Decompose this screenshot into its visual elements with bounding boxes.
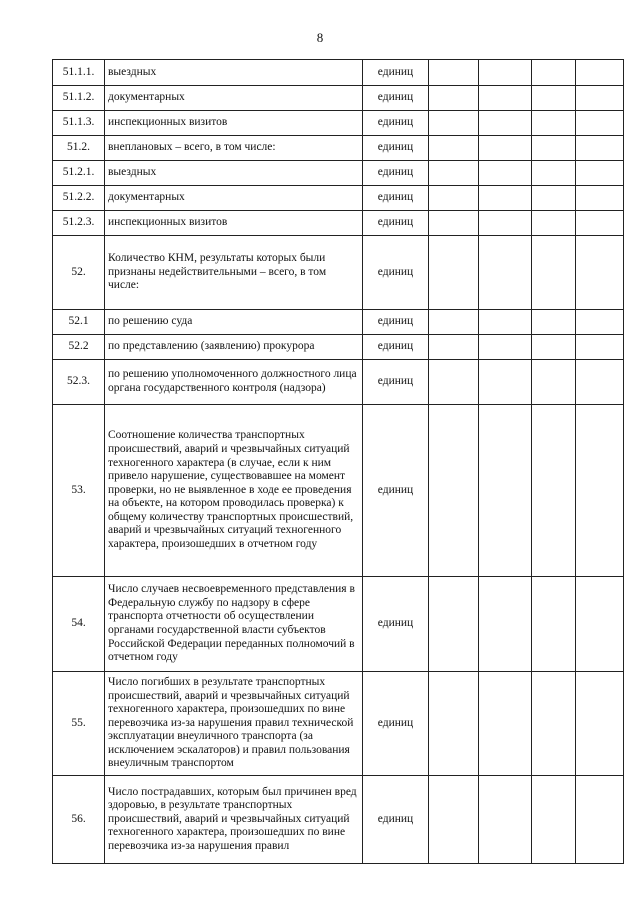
indicator-name: по решению уполномоченного должностного лица органа государственного контроля (надзора) xyxy=(105,360,363,405)
indicator-name: документарных xyxy=(105,186,363,211)
value-cell xyxy=(429,776,479,864)
unit-of-measure: единиц xyxy=(363,60,429,86)
table-row xyxy=(53,360,624,405)
value-cell xyxy=(576,111,624,136)
value-cell xyxy=(479,360,532,405)
value-cell xyxy=(532,776,576,864)
value-cell xyxy=(479,161,532,186)
value-cell xyxy=(479,186,532,211)
value-cell xyxy=(532,86,576,111)
value-cell xyxy=(532,136,576,161)
row-number: 52.2 xyxy=(53,335,105,360)
value-cell xyxy=(479,310,532,335)
value-cell xyxy=(479,335,532,360)
row-number: 51.2.3. xyxy=(53,211,105,236)
table-row xyxy=(53,211,624,236)
unit-of-measure: единиц xyxy=(363,136,429,161)
value-cell xyxy=(576,136,624,161)
indicator-name: Количество КНМ, результаты которых были признаны недействительными – всего, в том числе: xyxy=(105,236,363,310)
row-number: 51.1.2. xyxy=(53,86,105,111)
indicator-name: инспекционных визитов xyxy=(105,111,363,136)
unit-of-measure: единиц xyxy=(363,310,429,335)
indicator-name: Число пострадавших, которым был причинен вред здоровью, в результате транспортных происшествий, аварий и чрезвычайных ситуаций техногенного характера, произошедших по вине перевозчика из-за нарушения правил xyxy=(105,776,363,864)
indicator-name: инспекционных визитов xyxy=(105,211,363,236)
value-cell xyxy=(479,776,532,864)
unit-of-measure: единиц xyxy=(363,236,429,310)
indicator-name: выездных xyxy=(105,60,363,86)
value-cell xyxy=(429,405,479,577)
indicator-name: по представлению (заявлению) прокурора xyxy=(105,335,363,360)
value-cell xyxy=(576,672,624,776)
table-row xyxy=(53,776,624,864)
row-number: 51.2.1. xyxy=(53,161,105,186)
value-cell xyxy=(576,577,624,672)
value-cell xyxy=(532,672,576,776)
value-cell xyxy=(532,236,576,310)
page-number: 8 xyxy=(316,30,324,45)
row-number: 56. xyxy=(53,776,105,864)
value-cell xyxy=(532,211,576,236)
value-cell xyxy=(479,405,532,577)
table-row xyxy=(53,136,624,161)
report-table-body xyxy=(53,60,624,864)
value-cell xyxy=(429,60,479,86)
unit-of-measure: единиц xyxy=(363,360,429,405)
unit-of-measure: единиц xyxy=(363,86,429,111)
row-number: 51.1.1. xyxy=(53,60,105,86)
value-cell xyxy=(479,236,532,310)
table-row xyxy=(53,186,624,211)
value-cell xyxy=(429,577,479,672)
row-number: 52. xyxy=(53,236,105,310)
value-cell xyxy=(532,577,576,672)
indicator-name: Число случаев несвоевременного представления в Федеральную службу по надзору в сфере транспорта отчетности об осуществлении органами государственной власти субъектов Российской Федерации переданных полномочий в отчетном году xyxy=(105,577,363,672)
value-cell xyxy=(576,335,624,360)
value-cell xyxy=(532,310,576,335)
value-cell xyxy=(532,60,576,86)
value-cell xyxy=(576,360,624,405)
value-cell xyxy=(429,136,479,161)
value-cell xyxy=(479,136,532,161)
value-cell xyxy=(429,161,479,186)
value-cell xyxy=(429,211,479,236)
value-cell xyxy=(532,335,576,360)
value-cell xyxy=(576,236,624,310)
table-row xyxy=(53,405,624,577)
value-cell xyxy=(576,60,624,86)
row-number: 51.1.3. xyxy=(53,111,105,136)
table-row xyxy=(53,161,624,186)
indicator-name: внеплановых – всего, в том числе: xyxy=(105,136,363,161)
value-cell xyxy=(576,405,624,577)
unit-of-measure: единиц xyxy=(363,111,429,136)
indicator-name: Число погибших в результате транспортных происшествий, аварий и чрезвычайных ситуаций техногенного характера, произошедших по вине перевозчика из-за нарушения правил технической эксплуатации внеуличного транспорта (за исключением эскалаторов) и правил пользования внеуличным транспортом xyxy=(105,672,363,776)
value-cell xyxy=(429,236,479,310)
value-cell xyxy=(532,405,576,577)
table-row xyxy=(53,335,624,360)
table-row xyxy=(53,310,624,335)
row-number: 52.3. xyxy=(53,360,105,405)
row-number: 51.2. xyxy=(53,136,105,161)
table-row xyxy=(53,111,624,136)
table-row xyxy=(53,86,624,111)
value-cell xyxy=(576,186,624,211)
table-row xyxy=(53,60,624,86)
value-cell xyxy=(429,186,479,211)
value-cell xyxy=(429,111,479,136)
value-cell xyxy=(479,111,532,136)
row-number: 52.1 xyxy=(53,310,105,335)
value-cell xyxy=(532,111,576,136)
report-table xyxy=(52,59,624,864)
table-row xyxy=(53,577,624,672)
value-cell xyxy=(576,161,624,186)
indicator-name: по решению суда xyxy=(105,310,363,335)
value-cell xyxy=(532,186,576,211)
value-cell xyxy=(479,86,532,111)
value-cell xyxy=(576,776,624,864)
table-row xyxy=(53,672,624,776)
unit-of-measure: единиц xyxy=(363,161,429,186)
value-cell xyxy=(576,310,624,335)
table-row xyxy=(53,236,624,310)
value-cell xyxy=(479,577,532,672)
value-cell xyxy=(429,672,479,776)
value-cell xyxy=(576,86,624,111)
value-cell xyxy=(576,211,624,236)
row-number: 55. xyxy=(53,672,105,776)
unit-of-measure: единиц xyxy=(363,186,429,211)
row-number: 53. xyxy=(53,405,105,577)
unit-of-measure: единиц xyxy=(363,335,429,360)
row-number: 51.2.2. xyxy=(53,186,105,211)
unit-of-measure: единиц xyxy=(363,672,429,776)
value-cell xyxy=(532,360,576,405)
indicator-name: документарных xyxy=(105,86,363,111)
value-cell xyxy=(429,86,479,111)
unit-of-measure: единиц xyxy=(363,776,429,864)
indicator-name: выездных xyxy=(105,161,363,186)
unit-of-measure: единиц xyxy=(363,577,429,672)
unit-of-measure: единиц xyxy=(363,211,429,236)
unit-of-measure: единиц xyxy=(363,405,429,577)
indicator-name: Соотношение количества транспортных происшествий, аварий и чрезвычайных ситуаций техногенного характера (в случае, если к ним привело нарушение, существовавшее на момент проверки, но не выявленное в ходе ее проведения на объекте, на котором проводилась проверка) к общему количеству транспортных происшествий, аварий и чрезвычайных ситуаций техногенного характера, произошедших в отчетном году xyxy=(105,405,363,577)
row-number: 54. xyxy=(53,577,105,672)
value-cell xyxy=(532,161,576,186)
value-cell xyxy=(479,211,532,236)
value-cell xyxy=(429,360,479,405)
value-cell xyxy=(479,60,532,86)
value-cell xyxy=(429,335,479,360)
value-cell xyxy=(429,310,479,335)
value-cell xyxy=(479,672,532,776)
